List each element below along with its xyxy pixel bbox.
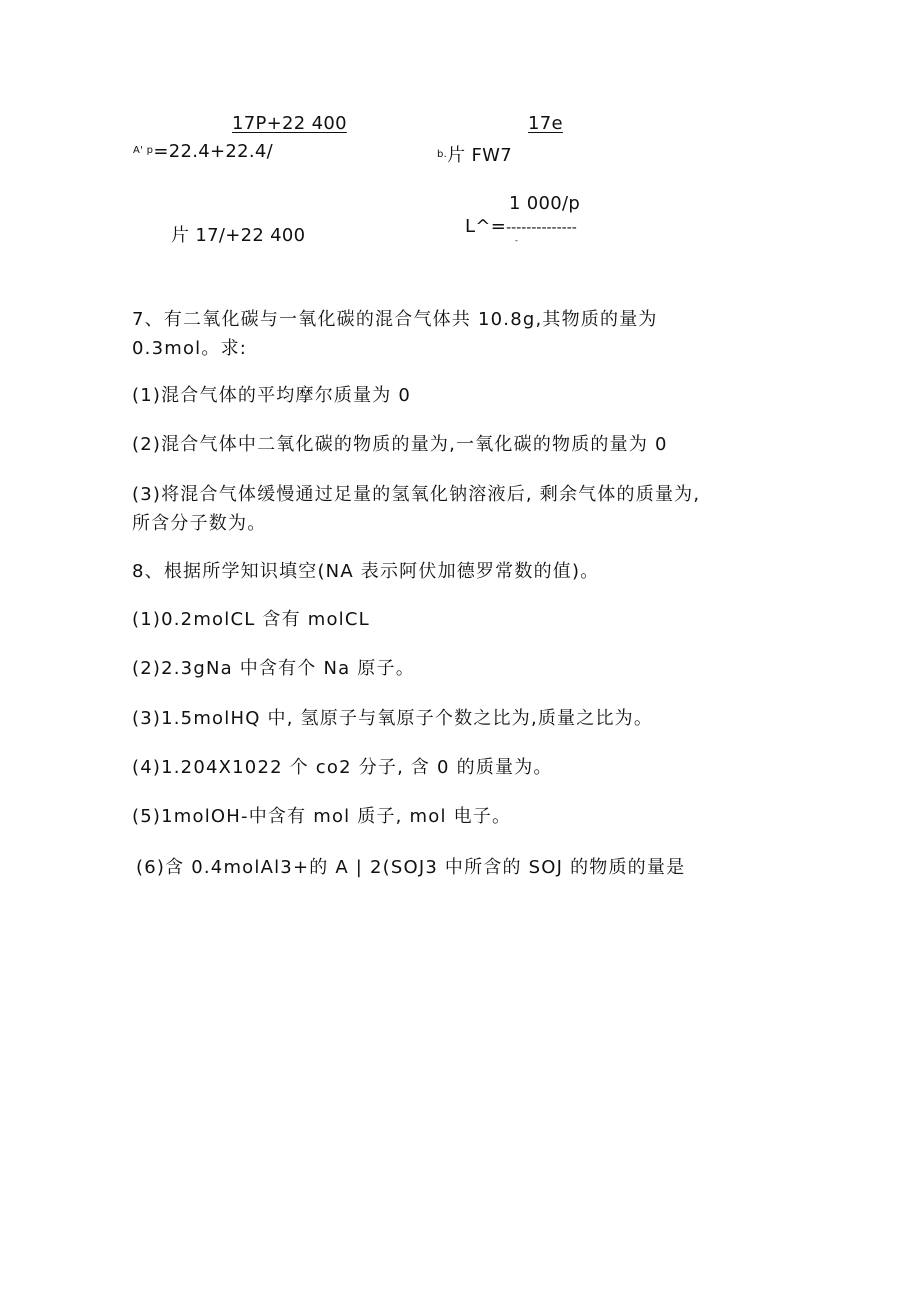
formula-b-rest: 片 FW7: [447, 145, 512, 166]
formula-d-numerator: 1 000/p: [509, 193, 581, 214]
formula-d: [465, 216, 577, 237]
formula-a-prefix: A' p: [133, 145, 154, 156]
question-8-title: 8、根据所学知识填空(NA 表示阿伏加德罗常数的值)。: [132, 561, 600, 582]
formula-c: 片 17/+22 400: [171, 225, 306, 246]
formula-a-rest: =22.4+22.4/: [153, 141, 274, 162]
question-7-part-3-line-1: (3)将混合气体缓慢通过足量的氢氧化钠溶液后, 剩余气体的质量为,: [132, 484, 701, 505]
question-7-part-1: (1)混合气体的平均摩尔质量为 0: [132, 385, 412, 406]
question-7-line-2: 0.3mol。求:: [132, 338, 248, 359]
formula-d-prefix: L^=: [465, 216, 507, 237]
formula-b-prefix: b.: [437, 149, 448, 160]
question-8-part-5: (5)1molOH-中含有 mol 质子, mol 电子。: [132, 806, 512, 827]
question-8-part-6: (6)含 0.4molAl3+的 A | 2(SOJ3 中所含的 SOJ 的物质的量是: [136, 857, 686, 878]
formula-d-dashes: --------------: [506, 220, 577, 236]
formula-b: [437, 141, 512, 167]
question-7-line-1: 7、有二氧化碳与一氧化碳的混合气体共 10.8g,其物质的量为: [132, 309, 658, 330]
question-7-part-3-line-2: 所含分子数为。: [132, 513, 267, 534]
formula-a: [133, 141, 273, 162]
question-8-part-1: (1)0.2molCL 含有 molCL: [132, 609, 370, 630]
question-8-part-2: (2)2.3gNa 中含有个 Na 原子。: [132, 658, 415, 679]
question-8-part-4: (4)1.204X1022 个 co2 分子, 含 0 的质量为。: [132, 757, 553, 778]
question-7-part-2: (2)混合气体中二氧化碳的物质的量为,一氧化碳的物质的量为 0: [132, 434, 668, 455]
formula-d-tick: -: [515, 236, 518, 245]
formula-b-numerator: 17e: [528, 113, 563, 134]
formula-a-numerator: 17P+22 400: [232, 113, 347, 134]
question-8-part-3: (3)1.5molHQ 中, 氢原子与氧原子个数之比为,质量之比为。: [132, 708, 654, 729]
